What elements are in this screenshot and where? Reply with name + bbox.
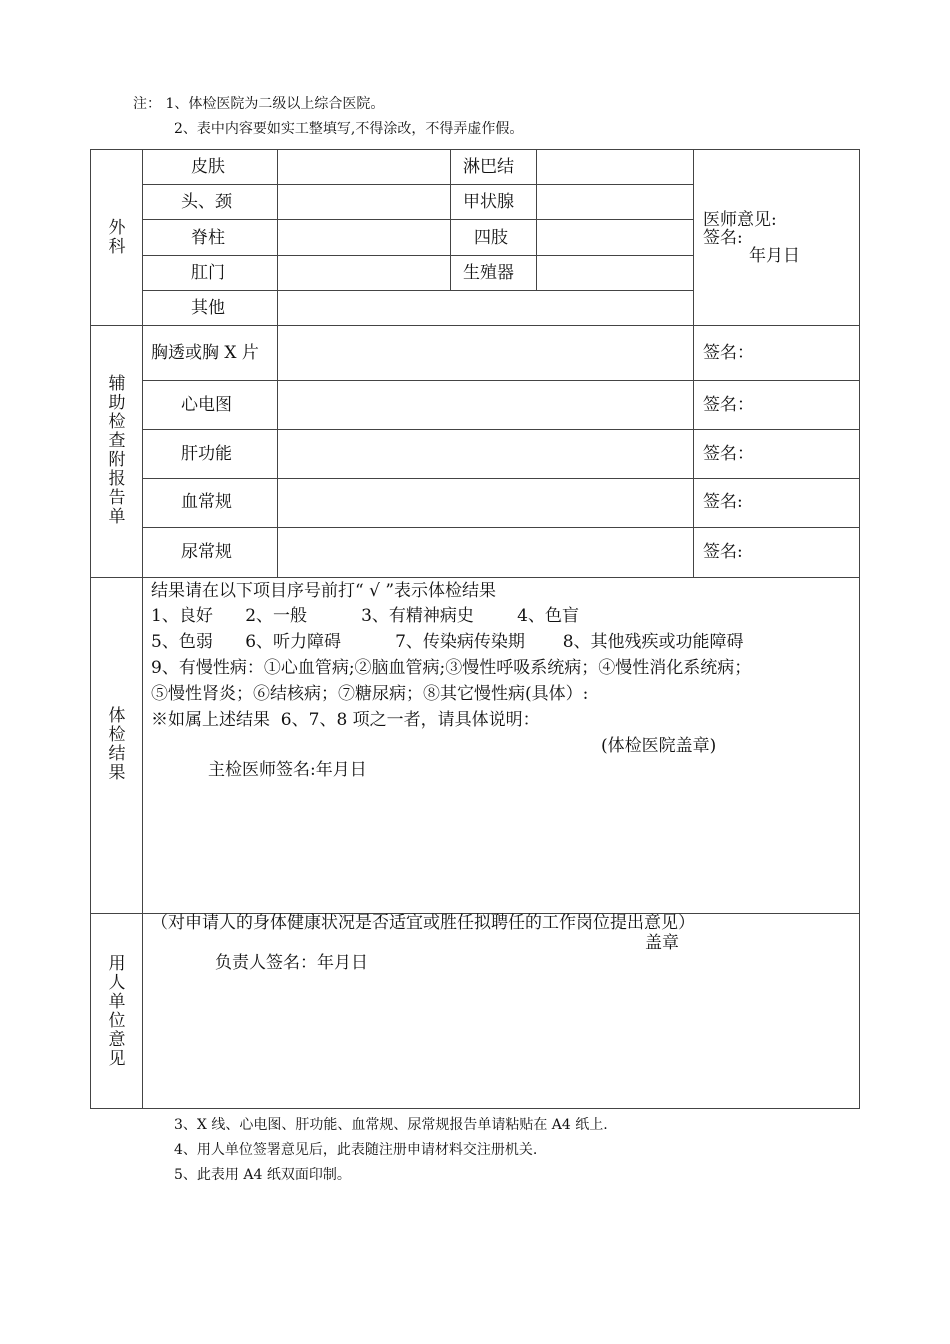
hospital-stamp-label: (体检医院盖章)	[601, 736, 717, 756]
section-label-employer: 用人单位意见	[108, 954, 126, 1069]
employer-instruction: （对申请人的身体健康状况是否适宜或胜任拟聘任的工作岗位提出意见）	[151, 913, 695, 933]
note-3: 3、X 线、心电图、肝功能、血常规、尿常规报告单请粘贴在 A4 纸上.	[174, 1117, 608, 1133]
result-line-3: 5、色弱 6、听力障碍 7、传染病传染期 8、其他残疾或功能障碍	[151, 632, 744, 652]
doctor-opinion-label: 医师意见:	[703, 210, 777, 230]
label-liver-function: 肝功能	[181, 444, 232, 464]
note-5: 5、此表用 A4 纸双面印制。	[174, 1167, 351, 1183]
section-label-result: 体检结果	[108, 706, 126, 783]
employer-stamp-label: 盖章	[645, 933, 679, 953]
label-other: 其他	[191, 298, 225, 318]
note-1: 注： 1、体检医院为二级以上综合医院。	[133, 96, 385, 112]
note-4: 4、用人单位签署意见后，此表随注册申请材料交注册机关.	[174, 1142, 538, 1158]
label-skin: 皮肤	[191, 157, 225, 177]
label-chest-xray: 胸透或胸 X 片	[151, 343, 259, 363]
section-label-auxiliary: 辅助检查附报告单	[108, 374, 126, 527]
result-line-1: 结果请在以下项目序号前打“ √ ”表示体检结果	[151, 581, 497, 601]
signature-blood-routine: 签名:	[703, 492, 743, 512]
employer-signature: 负责人签名：年月日	[215, 953, 368, 973]
note-2: 2、表中内容要如实工整填写,不得涂改，不得弄虚作假。	[174, 121, 524, 137]
doctor-signature-label: 签名:	[703, 228, 743, 248]
label-lymph: 淋巴结	[463, 157, 514, 177]
label-anus: 肛门	[191, 263, 225, 283]
signature-chest-xray: 签名：	[703, 343, 754, 363]
result-line-5: ⑤慢性肾炎；⑥结核病；⑦糖尿病；⑧其它慢性病(具体）:	[151, 684, 589, 704]
label-limbs: 四肢	[474, 228, 508, 248]
label-blood-routine: 血常规	[181, 492, 232, 512]
label-thyroid: 甲状腺	[463, 192, 514, 212]
signature-liver-function: 签名：	[703, 444, 754, 464]
section-label-surgery: 外科	[108, 218, 126, 257]
result-line-2: 1、良好 2、一般 3、有精神病史 4、色盲	[151, 606, 579, 626]
label-spine: 脊柱	[191, 228, 225, 248]
result-line-6: ※如属上述结果 6、7、8 项之一者，请具体说明：	[151, 710, 540, 730]
label-head-neck: 头、颈	[181, 192, 232, 212]
doctor-date-label: 年月日	[749, 246, 800, 266]
result-line-4: 9、有慢性病：①心血管病;②脑血管病;③慢性呼吸系统病；④慢性消化系统病；	[151, 658, 752, 678]
label-ecg: 心电图	[181, 395, 232, 415]
signature-ecg: 签名：	[703, 395, 754, 415]
chief-doctor-signature: 主检医师签名:年月日	[208, 760, 367, 780]
label-urine-routine: 尿常规	[181, 542, 232, 562]
label-genitals: 生殖器	[463, 263, 514, 283]
signature-urine-routine: 签名:	[703, 542, 743, 562]
